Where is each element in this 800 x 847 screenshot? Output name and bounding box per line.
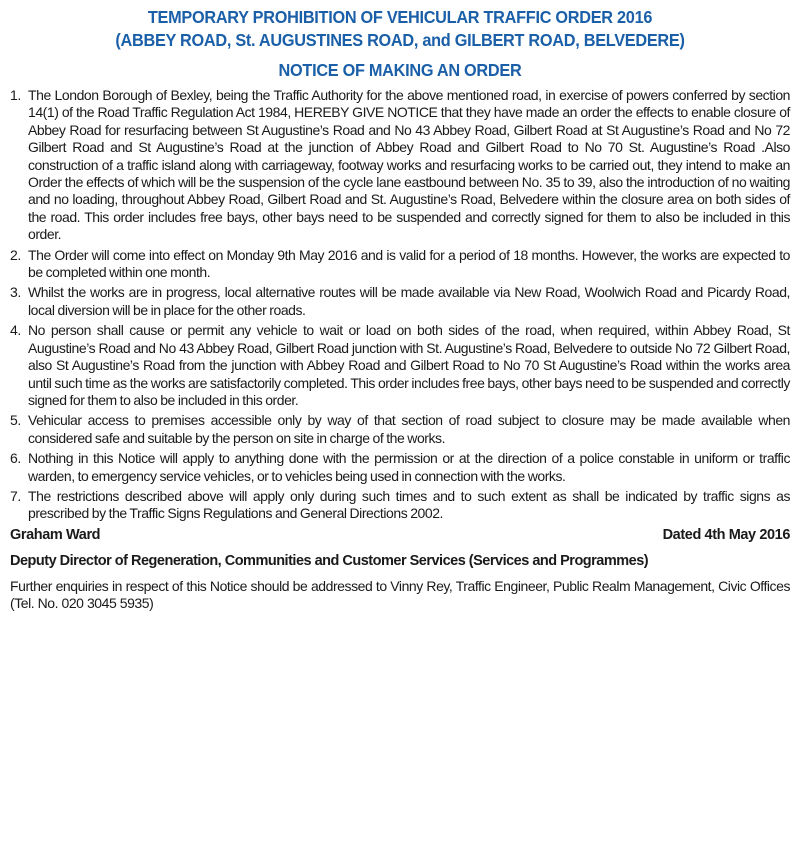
clause-text: Whilst the works are in progress, local alternative routes will be made available via New Road, Woolwich Road and Picardy Road, local diversion will be in place for the other roads. <box>28 284 790 318</box>
signature-row <box>10 526 790 545</box>
clause-5 <box>10 412 790 447</box>
clause-number: 6. <box>10 450 21 467</box>
order-roads: (ABBEY ROAD, St. AUGUSTINES ROAD, and GILBERT ROAD, BELVEDERE) <box>115 30 685 50</box>
signatory-name: Graham Ward <box>10 526 101 543</box>
order-title: TEMPORARY PROHIBITION OF VEHICULAR TRAFFIC ORDER 2016 <box>147 7 653 27</box>
clause-number: 4. <box>10 322 21 339</box>
clause-number: 5. <box>10 412 21 429</box>
clause-number: 7. <box>10 487 21 504</box>
clause-text: Nothing in this Notice will apply to anything done with the permission or at the direction of a police constable in uniform or traffic warden, to emergency service vehicles, or to vehicles being used in connection with the works. <box>28 450 790 484</box>
clause-number: 3. <box>10 284 21 301</box>
notice-date: Dated 4th May 2016 <box>662 526 790 543</box>
signatory-position: Deputy Director of Regeneration, Communities and Customer Services (Services and Programmes) <box>10 552 649 569</box>
clause-6 <box>10 450 790 485</box>
clause-7 <box>10 488 790 523</box>
notice-header <box>10 6 790 81</box>
clause-list <box>10 87 790 523</box>
clause-1 <box>10 87 790 244</box>
clause-text: The Order will come into effect on Monday 9th May 2016 and is valid for a period of 18 months. However, the works are expected to be completed within one month. <box>28 246 790 281</box>
clause-number: 2. <box>10 246 21 263</box>
clause-4 <box>10 322 790 409</box>
clause-text: The restrictions described above will apply only during such times and to such extent as shall be indicated by traffic signs as prescribed by the Traffic Signs Regulations and General Directions 2002. <box>28 487 790 522</box>
notice-subtitle: NOTICE OF MAKING AN ORDER <box>278 60 522 80</box>
clause-number: 1. <box>10 87 21 103</box>
enquiries-contact: Further enquiries in respect of this Notice should be addressed to Vinny Rey, Traffic Engineer, Public Realm Management, Civic Offices (Tel. No. 020 3045 5935) <box>10 577 790 612</box>
clause-text: No person shall cause or permit any vehicle to wait or load on both sides of the road, when required, within Abbey Road, St Augustine’s Road and No 43 Abbey Road, Gilbert Road junction with St. Augustine’s Road, Belvedere to outside No 72 Gilbert Road, also St Augustine’s Road from the junction with Abbey Road and Gilbert Road to No 70 St Augustine’s Road within the works area until such time as the works are satisfactorily completed. This order includes free bays, other bays need to be suspended and correctly signed for them to also be included in this order. <box>28 322 790 408</box>
clause-2 <box>10 247 790 282</box>
clause-text: Vehicular access to premises accessible only by way of that section of road subject to closure may be made available when considered safe and suitable by the person on site in charge of the works. <box>28 412 790 446</box>
clause-text: The London Borough of Bexley, being the Traffic Authority for the above mentioned road, in exercise of powers conferred by section 14(1) of the Road Traffic Regulation Act 1984, HEREBY GIVE NOTICE that they have made an order the effects to enable closure of Abbey Road for resurfacing between St Augustine’s Road and No 43 Abbey Road, Gilbert Road at St Augustine’s Road and No 72 Gilbert Road and St Augustine’s Road at the junction of Abbey Road and Gilbert Road to No 70 St. Augustine’s Road .Also construction of a traffic island along with carriageway, footway works and resurfacing works to be carried out, they intend to make an Order the effects of which will be the suspension of the cycle lane eastbound between No. 35 to 39, also the introduction of no waiting and no loading, throughout Abbey Road, Gilbert Road and St. Augustine’s Road, Belvedere within the closure area on both sides of the road. This order includes free bays, other bays need to be suspended and correctly signed for them to also be included in this order. <box>28 87 790 243</box>
clause-3 <box>10 284 790 319</box>
